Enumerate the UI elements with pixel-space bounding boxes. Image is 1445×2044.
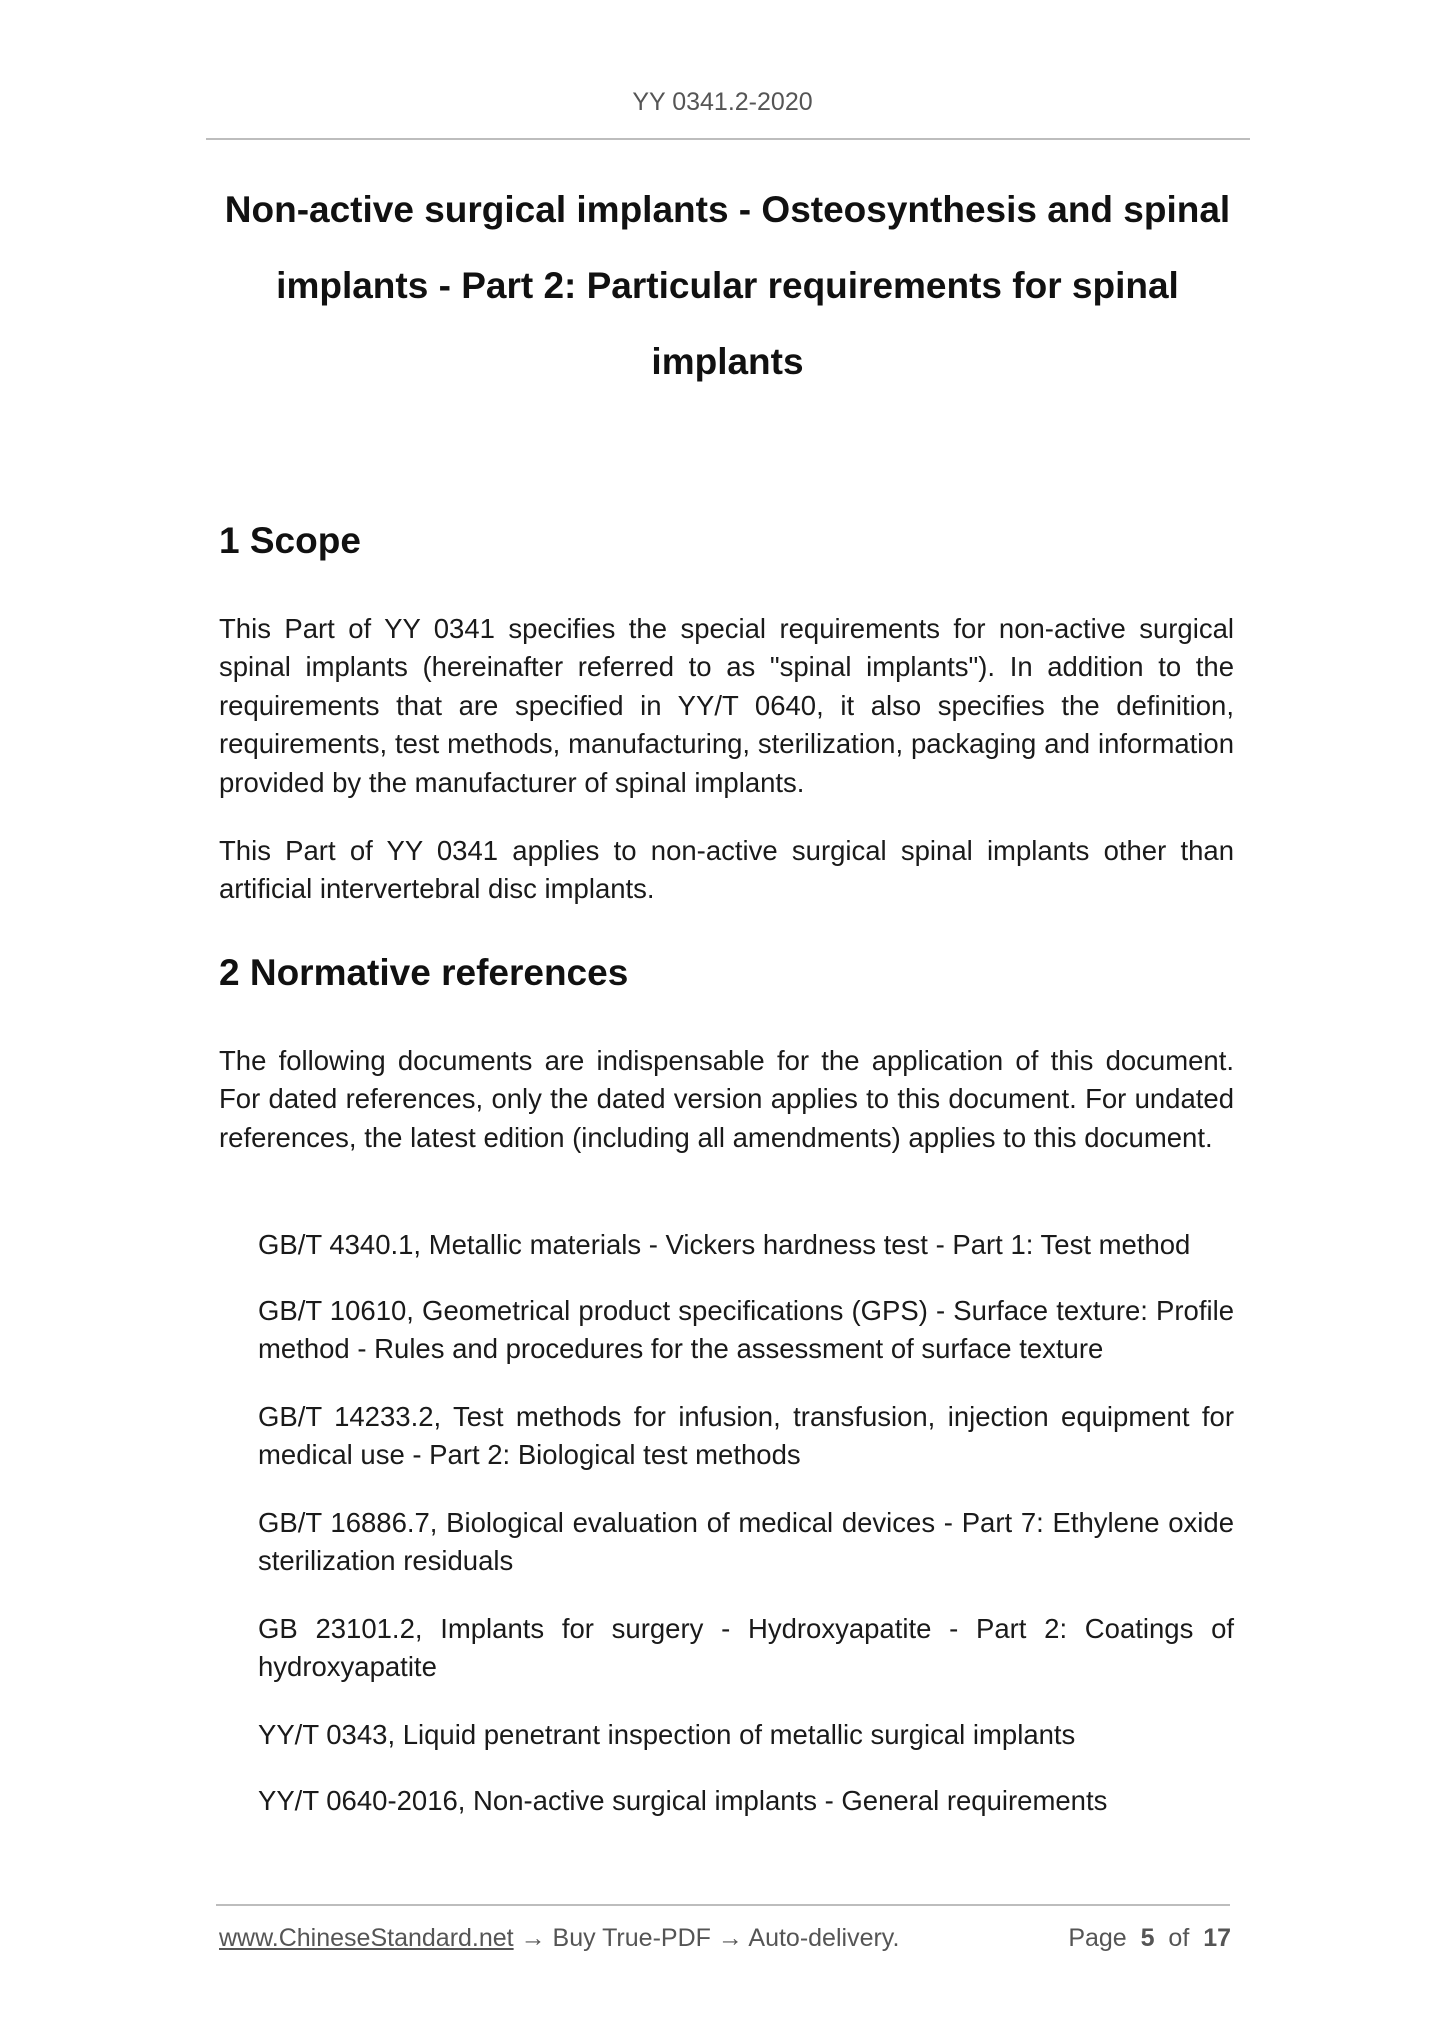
page-current-number: 5	[1140, 1924, 1155, 1952]
reference-item: YY/T 0343, Liquid penetrant inspection of metallic surgical implants	[258, 1719, 1076, 1750]
header-divider	[206, 138, 1250, 140]
reference-item: GB/T 14233.2, Test methods for infusion, transfusion, injection equipment for medical use - Part 2: Biological test methods	[258, 1401, 1234, 1471]
reference-item: GB/T 10610, Geometrical product specifications (GPS) - Surface texture: Profile method - Rules and procedures for the assessment of surface texture	[258, 1295, 1234, 1365]
section-heading-scope: 1 Scope	[219, 520, 361, 561]
page-total-number: 17	[1203, 1924, 1231, 1952]
normative-intro-paragraph: The following documents are indispensable for the application of this document. For dated references, only the dated version applies to this document. For undated references, the latest edition (including all amendments) applies to this document.	[219, 1045, 1234, 1153]
page-label: Page	[1068, 1924, 1127, 1952]
scope-paragraph: This Part of YY 0341 applies to non-active surgical spinal implants other than artificial intervertebral disc implants.	[219, 835, 1234, 905]
reference-item: YY/T 0640-2016, Non-active surgical implants - General requirements	[258, 1785, 1108, 1816]
page-indicator	[1068, 1924, 1231, 1953]
reference-item: GB/T 4340.1, Metallic materials - Vickers hardness test - Part 1: Test method	[258, 1229, 1191, 1260]
reference-item: GB/T 16886.7, Biological evaluation of medical devices - Part 7: Ethylene oxide sterilization residuals	[258, 1507, 1234, 1577]
document-title: Non-active surgical implants - Osteosynthesis and spinal implants - Part 2: Particular requirements for spinal implants	[224, 189, 1231, 382]
section-heading-normative-references: 2 Normative references	[219, 952, 629, 993]
website-link[interactable]: www.ChineseStandard.net	[219, 1924, 514, 1952]
footer-divider	[216, 1904, 1230, 1906]
header-standard-code: YY 0341.2-2020	[632, 88, 813, 116]
footer-tagline: → Buy True-PDF → Auto-delivery.	[513, 1924, 900, 1952]
page-footer	[219, 1924, 1231, 1960]
reference-item: GB 23101.2, Implants for surgery - Hydroxyapatite - Part 2: Coatings of hydroxyapatite	[258, 1613, 1234, 1683]
page-of-label: of	[1168, 1924, 1190, 1952]
scope-paragraph: This Part of YY 0341 specifies the special requirements for non-active surgical spinal implants (hereinafter referred to as "spinal implants"). In addition to the requirements that are specified in YY/T 0640, it also specifies the definition, requirements, test methods, manufacturing, sterilization, packaging and information provided by the manufacturer of spinal implants.	[219, 613, 1234, 798]
